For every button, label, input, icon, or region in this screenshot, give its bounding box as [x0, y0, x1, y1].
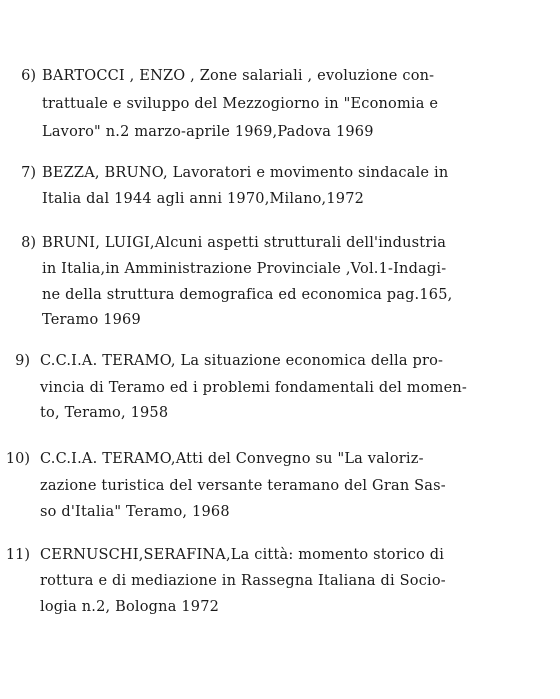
entry-number: 6) [21, 68, 36, 84]
entry-line: Italia dal 1944 agli anni 1970,Milano,1972 [42, 191, 365, 207]
entry-line: vincia di Teramo ed i problemi fondamentali del momen- [40, 380, 468, 396]
entry-number: 9) [15, 353, 30, 369]
entry-line: in Italia,in Amministrazione Provinciale ,Vol.1-Indagi- [42, 261, 447, 277]
entry-number: 8) [21, 235, 36, 251]
entry-line: Teramo 1969 [42, 312, 141, 328]
entry-line: logia n.2, Bologna 1972 [40, 599, 220, 615]
entry-line: rottura e di mediazione in Rassegna Italiana di Socio- [40, 573, 446, 589]
entry-line: BARTOCCI , ENZO , Zone salariali , evoluzione con- [42, 68, 435, 84]
entry-number: 10) [5, 451, 30, 467]
entry-line: C.C.I.A. TERAMO,Atti del Convegno su "La valoriz- [40, 451, 424, 467]
entry-line: BEZZA, BRUNO, Lavoratori e movimento sindacale in [42, 165, 449, 181]
entry-line: CERNUSCHI,SERAFINA,La città: momento storico di [40, 547, 445, 563]
entry-line: to, Teramo, 1958 [40, 405, 169, 421]
entry-line: ne della struttura demografica ed economica pag.165, [42, 287, 453, 303]
entry-line: trattuale e sviluppo del Mezzogiorno in "Economia e [42, 96, 439, 112]
entry-number: 7) [21, 165, 36, 181]
entry-line: BRUNI, LUIGI,Alcuni aspetti strutturali dell'industria [42, 235, 447, 251]
entry-line: so d'Italia" Teramo, 1968 [40, 504, 230, 520]
entry-line: C.C.I.A. TERAMO, La situazione economica della pro- [40, 353, 444, 369]
entry-line: zazione turistica del versante teramano del Gran Sas- [40, 478, 446, 494]
entry-number: 11) [5, 547, 30, 563]
entry-line: Lavoro" n.2 marzo-aprile 1969,Padova 1969 [42, 124, 374, 140]
